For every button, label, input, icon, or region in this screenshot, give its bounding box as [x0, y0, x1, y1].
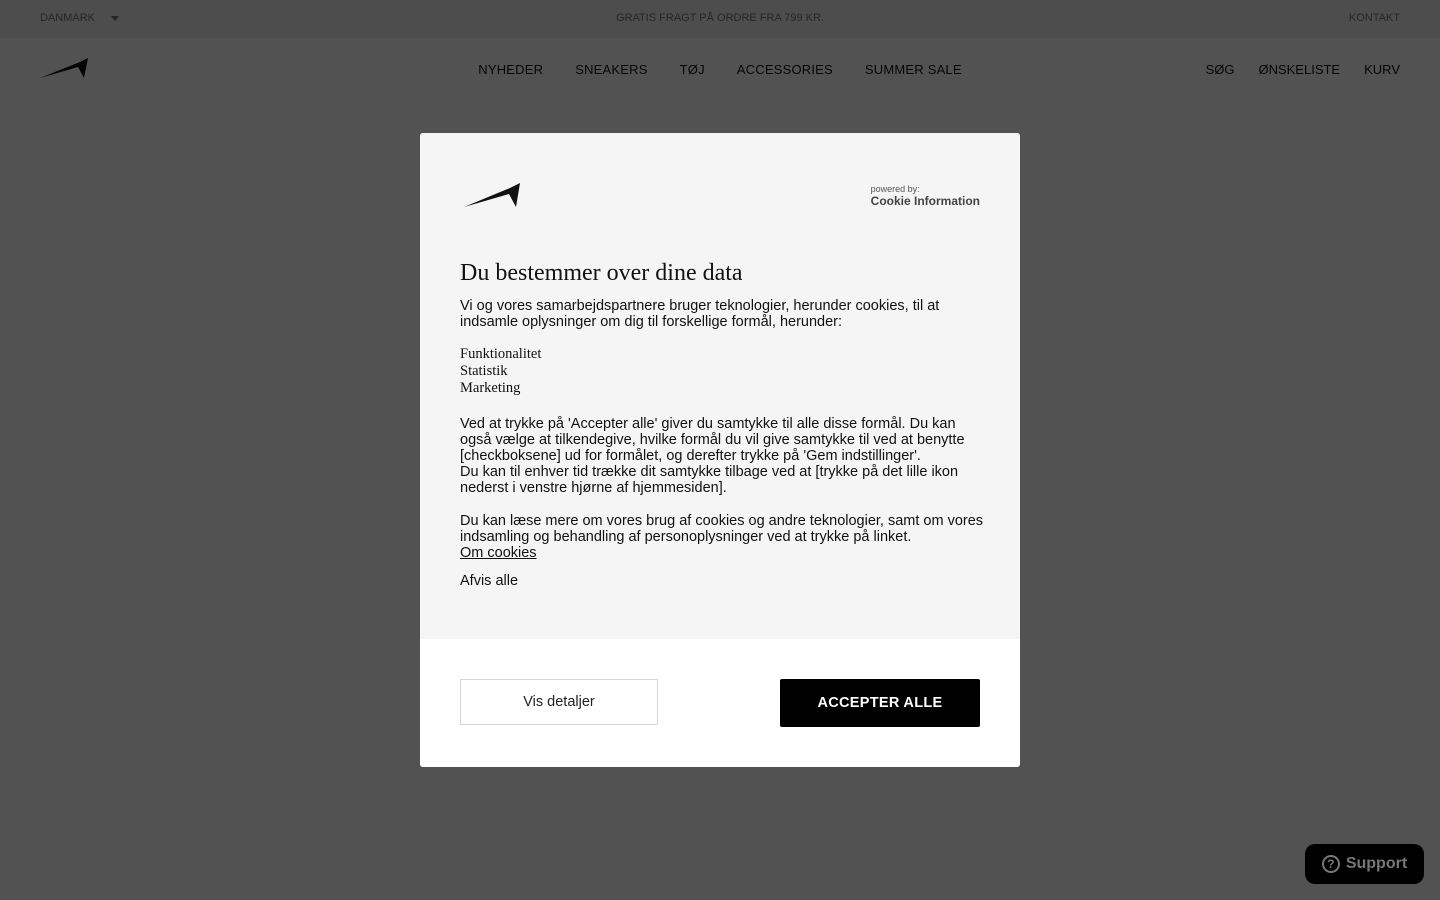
brand-logo-icon: [464, 183, 520, 211]
reject-all-button[interactable]: Afvis alle: [460, 573, 519, 589]
consent-text: [460, 416, 984, 496]
support-label: Support: [1345, 855, 1408, 872]
purpose-item: Statistik: [460, 363, 508, 379]
dialog-footer: [420, 639, 1020, 767]
more-info-text: [460, 513, 984, 561]
dialog-body: [420, 133, 1020, 639]
consent-line: Du kan til enhver tid trække dit samtykke tilbage ved at [trykke på det lille ikon nederst i venstre hjørne af hjemmesiden].: [460, 464, 959, 496]
dialog-title: Du bestemmer over dine data: [460, 260, 743, 286]
purpose-item: Marketing: [460, 380, 521, 396]
powered-by: [871, 184, 980, 208]
powered-by-label: powered by:: [870, 184, 920, 194]
cookie-consent-dialog: [420, 133, 1020, 767]
accept-all-button[interactable]: ACCEPTER ALLE: [780, 679, 980, 727]
purpose-list: [460, 346, 541, 397]
help-icon: ?: [1322, 855, 1340, 873]
more-info-line: Du kan læse mere om vores brug af cookies og andre teknologier, samt om vores indsamling og behandling af personoplysninger ved at trykke på linket.: [460, 513, 984, 545]
support-button[interactable]: [1305, 844, 1424, 884]
show-details-button[interactable]: Vis detaljer: [460, 679, 658, 725]
purpose-item: Funktionalitet: [460, 346, 542, 362]
intro-text: Vi og vores samarbejdspartnere bruger teknologier, herunder cookies, til at indsamle oplysninger om dig til forskellige formål, herunder:: [460, 298, 940, 330]
powered-by-brand: Cookie Information: [870, 194, 980, 208]
consent-line: Ved at trykke på 'Accepter alle' giver du samtykke til alle disse formål. Du kan også vælge at tilkendegive, hvilke formål du vil give samtykke til ved at benytte [checkboksene] ud for formålet, og derefter trykke på 'Gem indstillinger'.: [460, 416, 965, 464]
cookie-policy-link[interactable]: Om cookies: [460, 545, 537, 561]
